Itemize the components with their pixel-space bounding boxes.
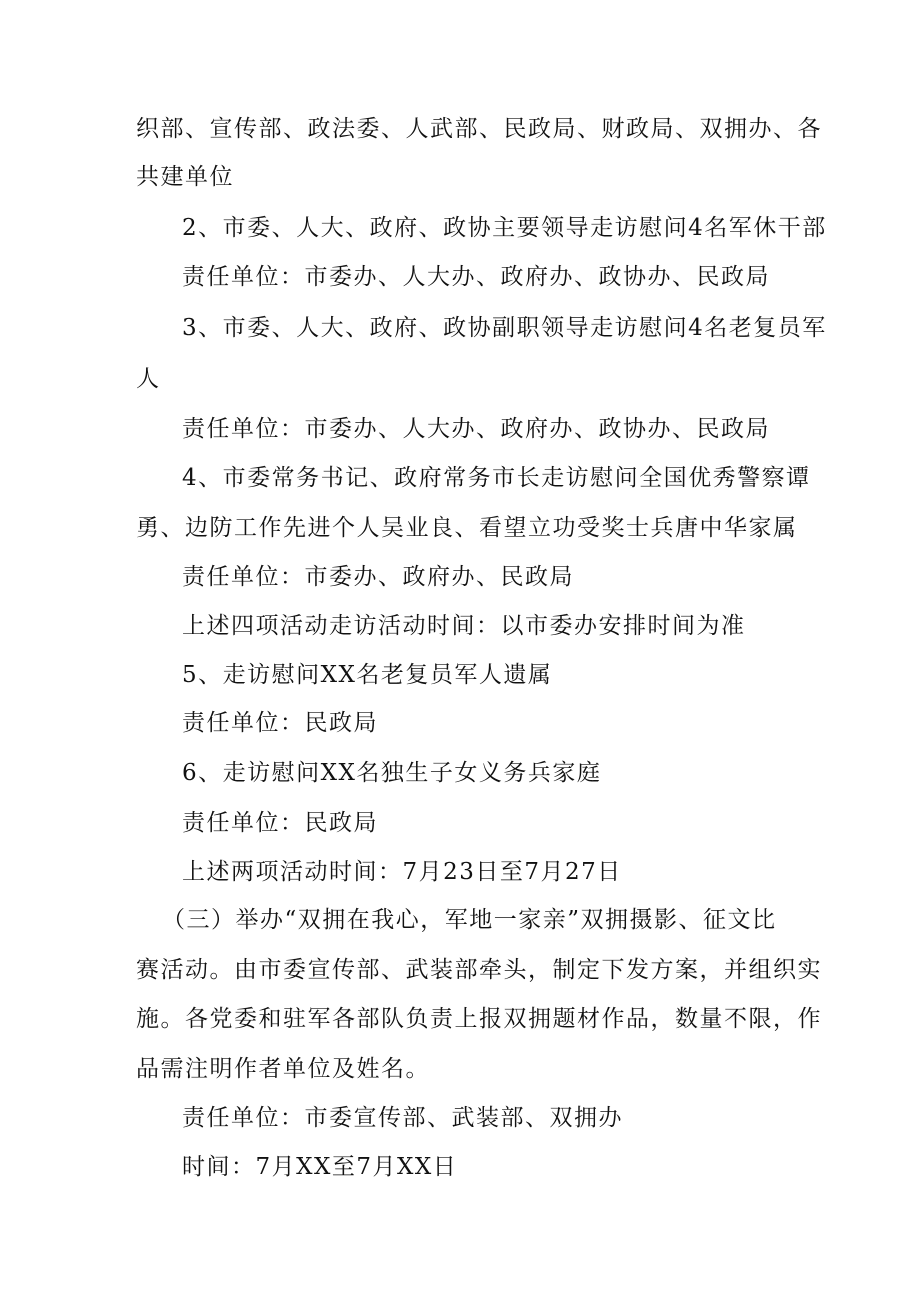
text-line: 人: [136, 366, 161, 392]
text-line: 共建单位: [136, 164, 234, 190]
text-line: （三）举办“双拥在我心，军地一家亲”双拥摄影、征文比: [162, 907, 777, 933]
text-line: 5、走访慰问XX名老复员军人遗属: [182, 662, 553, 688]
text-line: 品需注明作者单位及姓名。: [136, 1056, 430, 1082]
text-line: 责任单位：市委宣传部、武装部、双拥办: [182, 1105, 623, 1131]
text-line: 勇、边防工作先进个人吴业良、看望立功受奖士兵唐中华家属: [136, 515, 798, 541]
text-line: 责任单位：民政局: [182, 810, 378, 836]
text-line: 赛活动。由市委宣传部、武装部牵头，制定下发方案，并组织实: [136, 957, 822, 983]
text-line: 3、市委、人大、政府、政协副职领导走访慰问4名老复员军: [182, 315, 827, 341]
text-line: 责任单位：市委办、政府办、民政局: [182, 564, 574, 590]
text-line: 2、市委、人大、政府、政协主要领导走访慰问4名军休干部: [182, 215, 827, 241]
text-line: 责任单位：民政局: [182, 710, 378, 736]
text-line: 责任单位：市委办、人大办、政府办、政协办、民政局: [182, 264, 770, 290]
text-line: 4、市委常务书记、政府常务市长走访慰问全国优秀警察谭: [182, 465, 811, 491]
text-line: 施。各党委和驻军各部队负责上报双拥题材作品，数量不限，作: [136, 1006, 822, 1032]
text-line: 上述两项活动时间：7月23日至7月27日: [182, 859, 622, 885]
text-line: 上述四项活动走访活动时间：以市委办安排时间为准: [182, 613, 746, 639]
text-line: 6、走访慰问XX名独生子女义务兵家庭: [182, 760, 602, 786]
text-line: 时间：7月XX至7月XX日: [182, 1154, 458, 1180]
text-line: 织部、宣传部、政法委、人武部、民政局、财政局、双拥办、各: [136, 116, 822, 142]
text-line: 责任单位：市委办、人大办、政府办、政协办、民政局: [182, 416, 770, 442]
